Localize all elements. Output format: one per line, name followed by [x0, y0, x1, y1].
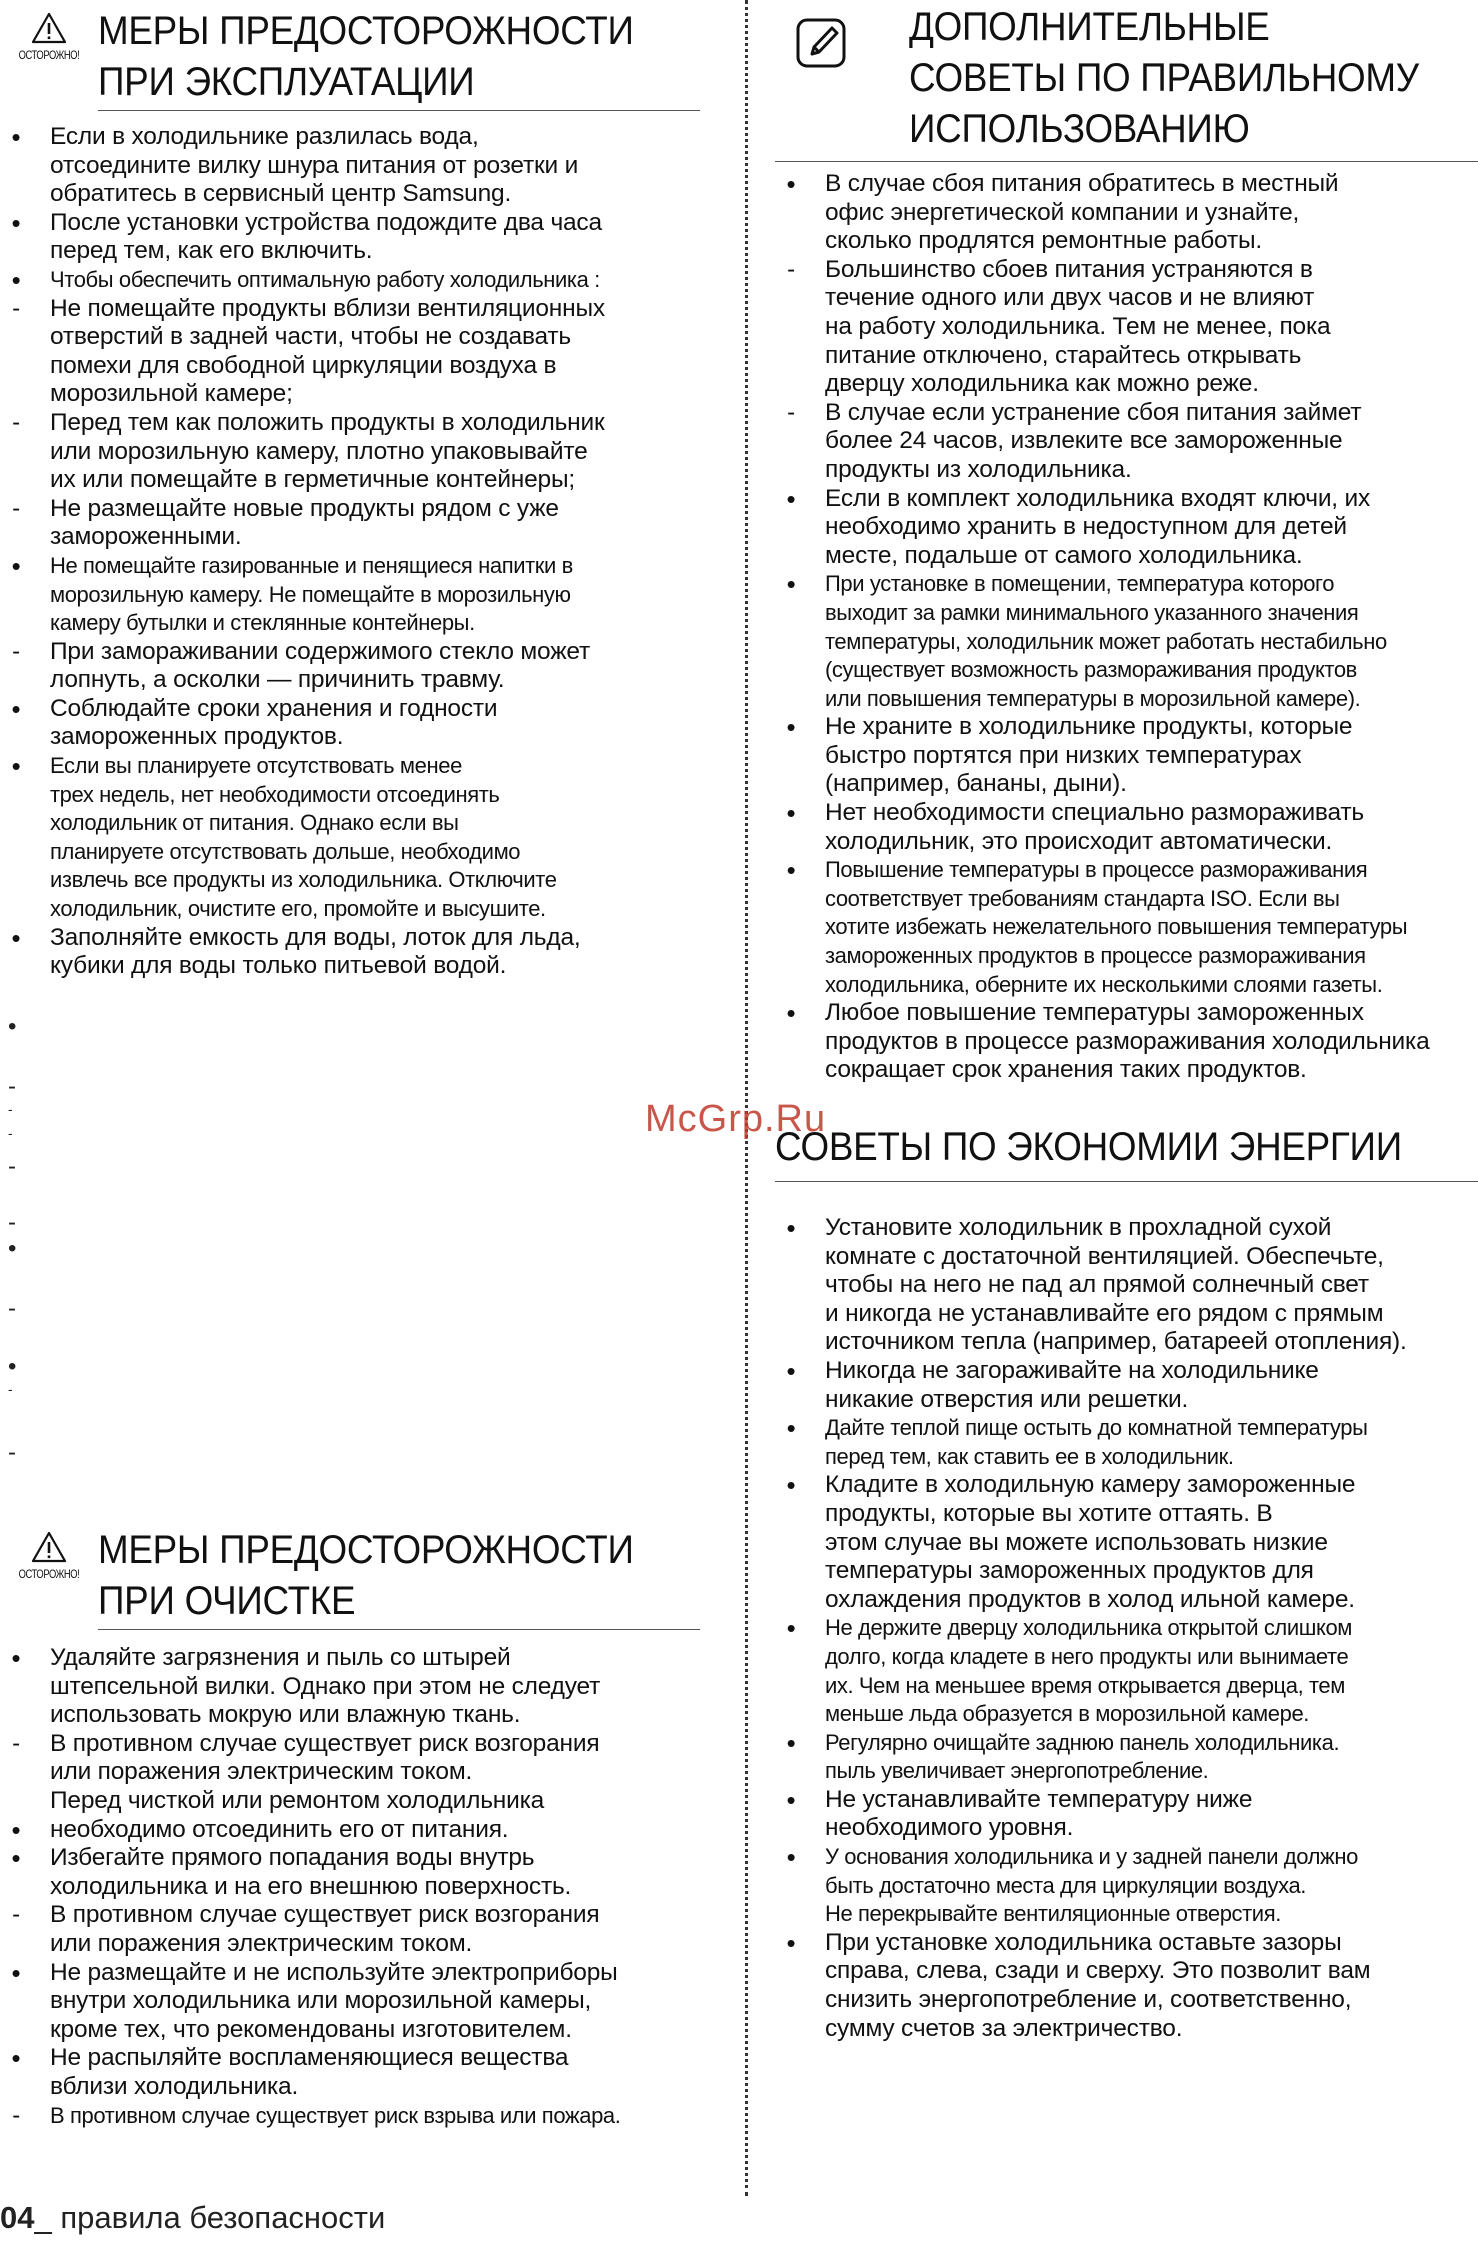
note-pencil-icon: [794, 14, 850, 70]
bullet-marker: [781, 1843, 801, 1874]
list-item: [775, 1843, 1478, 1929]
list-item: [0, 409, 700, 495]
bullet-marker: [781, 799, 801, 830]
list-item-text: В противном случае существует риск возгорания или поражения электрическим током. Перед чисткой или ремонтом холодильника: [50, 1729, 600, 1814]
bullet-marker: [6, 552, 26, 583]
bullet-marker: [781, 170, 801, 201]
bullet-marker: [6, 752, 26, 783]
section-title-line1: МЕРЫ ПРЕДОСТОРОЖНОСТИ: [98, 1528, 634, 1572]
list-item: [0, 1644, 700, 1730]
list-item-text: Повышение температуры в процессе размораживания соответствует требованиям стандарта ISO. Если вы хотите избежать нежелательного повышения температуры замороженных продуктов в процессе размораживания холодильника, оберните их несколькими слоями газеты.: [825, 857, 1408, 997]
section-title-line3: ИСПОЛЬЗОВАНИЮ: [909, 107, 1250, 151]
section-title-line1: МЕРЫ ПРЕДОСТОРОЖНОСТИ: [98, 9, 634, 53]
list-item: [775, 399, 1478, 485]
caution-badge: [0, 6, 98, 62]
bullet-marker: [781, 485, 801, 516]
list-item: [775, 1214, 1478, 1357]
list-item-text: При установке в помещении, температура которого выходит за рамки минимального указанного значения температуры, холодильник может работать нестабильно (существует возможность размораживания продуктов или повышения температуры в морозильной камере).: [825, 571, 1387, 711]
list-item-text: Избегайте прямого попадания воды внутрь холодильника и на его внешнюю поверхность.: [50, 1844, 572, 1900]
caution-label: ОСТОРОЖНО!: [18, 1567, 80, 1581]
bullet-marker: [781, 713, 801, 744]
list-item: [775, 570, 1478, 713]
bullet-marker: [6, 209, 26, 240]
section-header: [0, 6, 700, 108]
list-item-text: В случае сбоя питания обратитесь в местный офис энергетической компании и узнайте, сколько продлятся ремонтные работы.: [825, 170, 1339, 255]
caution-badge: [0, 1525, 98, 1581]
list-item-text: При установке холодильника оставьте зазоры справа, слева, сзади и сверху. Это позволит вам снизить энергопотребление и, соответственно, сумму счетов за электричество.: [825, 1928, 1371, 2042]
bullet-marker: [6, 924, 26, 955]
list-item: [775, 1729, 1478, 1786]
list-item: [0, 924, 700, 981]
list-item: [0, 752, 700, 924]
list-item: [775, 1786, 1478, 1843]
list-item: [775, 1614, 1478, 1728]
section-rule: [98, 1629, 700, 1630]
note-badge: [775, 2, 909, 75]
footer-section-name: _ правила безопасности: [34, 2200, 386, 2235]
list-item: [0, 1901, 700, 1958]
list-item: [775, 713, 1478, 799]
section-title-line2: ПРИ ОЧИСТКЕ: [98, 1579, 356, 1623]
list-item-text: Соблюдайте сроки хранения и годности замороженных продуктов.: [50, 694, 498, 751]
list-item-text: Не размещайте новые продукты рядом с уже замороженными.: [50, 494, 559, 551]
list-item-text: У основания холодильника и у задней панели должно быть достаточно места для циркуляции воздуха. Не перекрывайте вентиляционные отверстия.: [825, 1844, 1358, 1927]
section-title-line2: ПРИ ЭКСПЛУАТАЦИИ: [98, 60, 475, 104]
list-item-text: При замораживании содержимого стекло может лопнуть, а осколки — причинить травму.: [50, 637, 591, 694]
list-item: [775, 256, 1478, 399]
list-item-text: Удаляйте загрязнения и пыль со штырей штепсельной вилки. Однако при этом не следует использовать мокрую или влажную ткань.: [50, 1644, 601, 1729]
cleaning-precautions-list: [0, 1644, 700, 2130]
list-item-text: Любое повышение температуры замороженных продуктов в процессе размораживания холодильника сокращает срок хранения таких продуктов.: [825, 999, 1430, 1084]
bullet-marker: [781, 1414, 801, 1445]
bullet-marker: [6, 1816, 26, 1847]
section-additional-tips: [775, 2, 1478, 1085]
list-item-text: необходимо отсоединить его от питания.: [50, 1815, 509, 1843]
list-item: [775, 799, 1478, 856]
page-number: 04: [0, 2200, 35, 2235]
dash-marker: [6, 1730, 26, 1759]
section-title-line1: ДОПОЛНИТЕЛЬНЫЕ: [909, 5, 1270, 49]
watermark: McGrp.Ru: [645, 1098, 827, 1140]
bullet-marker: [781, 1729, 801, 1760]
list-item-text: После установки устройства подождите два часа перед тем, как его включить.: [50, 208, 602, 265]
dash-marker: [6, 295, 26, 324]
page-footer: [0, 2200, 385, 2236]
list-item: [775, 170, 1478, 256]
list-item: [0, 1844, 700, 1901]
operation-precautions-list: [0, 123, 700, 981]
list-item-text: Не храните в холодильнике продукты, которые быстро портятся при низких температурах (например, бананы, дыни).: [825, 713, 1353, 798]
bullet-marker: [6, 1844, 26, 1875]
bullet-marker: [6, 123, 26, 154]
section-title: СОВЕТЫ ПО ЭКОНОМИИ ЭНЕРГИИ: [775, 1125, 1402, 1169]
section-header: [775, 2, 1478, 155]
list-item-text: Регулярно очищайте заднюю панель холодильника. пыль увеличивает энергопотребление.: [825, 1729, 1340, 1784]
dash-marker: [6, 1901, 26, 1930]
list-item-text: Не распыляйте воспламеняющиеся вещества вблизи холодильника.: [50, 2044, 569, 2100]
list-item: [0, 209, 700, 266]
section-rule: [775, 161, 1478, 162]
list-item: [0, 266, 700, 295]
dash-marker: [781, 256, 801, 285]
section-rule: [775, 1181, 1478, 1182]
section-operation-precautions: [0, 6, 700, 981]
dash-marker: [6, 409, 26, 438]
bullet-marker: [781, 1357, 801, 1388]
list-item: [0, 552, 700, 638]
list-item: [0, 1959, 700, 2045]
list-item-text: Не держите дверцу холодильника открытой слишком долго, когда кладете в него продукты или вынимаете их. Чем на меньшее время открывается дверца, тем меньше льда образуется в морозильной камере.: [825, 1615, 1353, 1727]
list-item-text: Большинство сбоев питания устраняются в течение одного или двух часов и не влияют на работу холодильника. Тем не менее, пока питание отключено, старайтесь открывать дверцу холодильника как можно реже.: [825, 255, 1331, 398]
list-item-text: Если в холодильнике разлилась вода, отсоедините вилку шнура питания от розетки и обратитесь в сервисный центр Samsung.: [50, 123, 579, 208]
list-item-text: Установите холодильник в прохладной сухой комнате с достаточной вентиляцией. Обеспечьте, чтобы на него не пад ал прямой солнечный свет и никогда не устанавливайте его рядом с прямым источником тепла (например, батареей отопления).: [825, 1214, 1407, 1356]
list-item: [0, 495, 700, 552]
list-item: [0, 123, 700, 209]
list-item-text: Не устанавливайте температуру ниже необходимого уровня.: [825, 1785, 1253, 1842]
list-item: [0, 1816, 700, 1845]
energy-saving-list: [775, 1214, 1478, 2043]
list-item: [0, 2102, 700, 2131]
list-item-text: Не размещайте и не используйте электроприборы внутри холодильника или морозильной камеры, кроме тех, что рекомендованы изготовителем.: [50, 1958, 618, 2043]
list-item: [775, 999, 1478, 1085]
list-item-text: Дайте теплой пище остыть до комнатной температуры перед тем, как ставить ее в холодильник.: [825, 1415, 1368, 1469]
list-item-text: Нет необходимости специально размораживать холодильник, это происходит автоматически.: [825, 799, 1364, 855]
bullet-marker: [781, 1929, 801, 1960]
list-item-text: Не помещайте продукты вблизи вентиляционных отверстий в задней части, чтобы не создавать помехи для свободной циркуляции воздуха в морозильной камере;: [50, 294, 605, 408]
list-item-text: В случае если устранение сбоя питания займет более 24 часов, извлеките все замороженные продукты из холодильника.: [825, 398, 1362, 483]
section-rule: [98, 110, 700, 111]
bullet-marker: [781, 999, 801, 1030]
section-title-line2: СОВЕТЫ ПО ПРАВИЛЬНОМУ: [909, 56, 1419, 100]
bullet-marker: [6, 1644, 26, 1675]
list-item-text: Перед тем как положить продукты в холодильник или морозильную камеру, плотно упаковывайте их или помещайте в герметичные контейнеры;: [50, 408, 605, 494]
list-item: [0, 295, 700, 409]
bullet-marker: [781, 856, 801, 887]
caution-label: ОСТОРОЖНО!: [18, 48, 80, 62]
list-item: [775, 1471, 1478, 1614]
bullet-marker: [6, 1959, 26, 1990]
list-item-text: Не помещайте газированные и пенящиеся напитки в морозильную камеру. Не помещайте в морозильную камеру бутылки и стеклянные контейнеры.: [50, 552, 573, 636]
bullet-marker: [781, 1214, 801, 1245]
list-item-text: Кладите в холодильную камеру замороженные продукты, которые вы хотите оттаять. В этом случае вы можете использовать низкие температуры замороженных продуктов для охлаждения продуктов в холод ильной камере.: [825, 1471, 1356, 1613]
list-item: [0, 695, 700, 752]
bullet-marker: [6, 2044, 26, 2075]
list-item: [775, 1929, 1478, 2043]
list-item-text: Если вы планируете отсутствовать менее трех недель, нет необходимости отсоединять холодильник от питания. Однако если вы планируете отсутствовать дольше, необходимо извлечь все продукты из холодильника. Отключите холодильник, очистите его, промойте и высушите.: [50, 753, 557, 922]
list-item: [0, 1730, 700, 1816]
section-energy-saving: [775, 1122, 1478, 2043]
dash-marker: [6, 638, 26, 667]
bullet-marker: [781, 1614, 801, 1645]
bullet-marker: [781, 570, 801, 601]
list-item-text: Никогда не загораживайте на холодильнике никакие отверстия или решетки.: [825, 1356, 1319, 1413]
list-item-text: Заполняйте емкость для воды, лоток для льда, кубики для воды только питьевой водой.: [50, 923, 581, 980]
warning-triangle-icon: [31, 1531, 67, 1563]
section-cleaning-precautions: [0, 1525, 700, 2130]
list-item-text: В противном случае существует риск взрыва или пожара.: [50, 2102, 621, 2128]
section-header: [0, 1525, 700, 1627]
list-item: [775, 856, 1478, 999]
dash-marker: [6, 2102, 26, 2131]
warning-triangle-icon: [31, 12, 67, 44]
bullet-marker: [781, 1786, 801, 1817]
list-item: [775, 485, 1478, 571]
bullet-marker: [6, 695, 26, 726]
list-item: [0, 2044, 700, 2101]
list-item-text: Чтобы обеспечить оптимальную работу холодильника :: [50, 266, 600, 292]
dash-marker: [6, 495, 26, 524]
bullet-marker: [6, 266, 26, 297]
list-item-text: Если в комплект холодильника входят ключи, их необходимо хранить в недоступном для детей месте, подальше от самого холодильника.: [825, 484, 1371, 569]
list-item: [0, 638, 700, 695]
list-item: [775, 1357, 1478, 1414]
additional-tips-list: [775, 170, 1478, 1085]
dash-marker: [781, 399, 801, 428]
list-item: [775, 1414, 1478, 1471]
bullet-marker: [781, 1471, 801, 1502]
list-item-text: В противном случае существует риск возгорания или поражения электрическим током.: [50, 1901, 600, 1957]
